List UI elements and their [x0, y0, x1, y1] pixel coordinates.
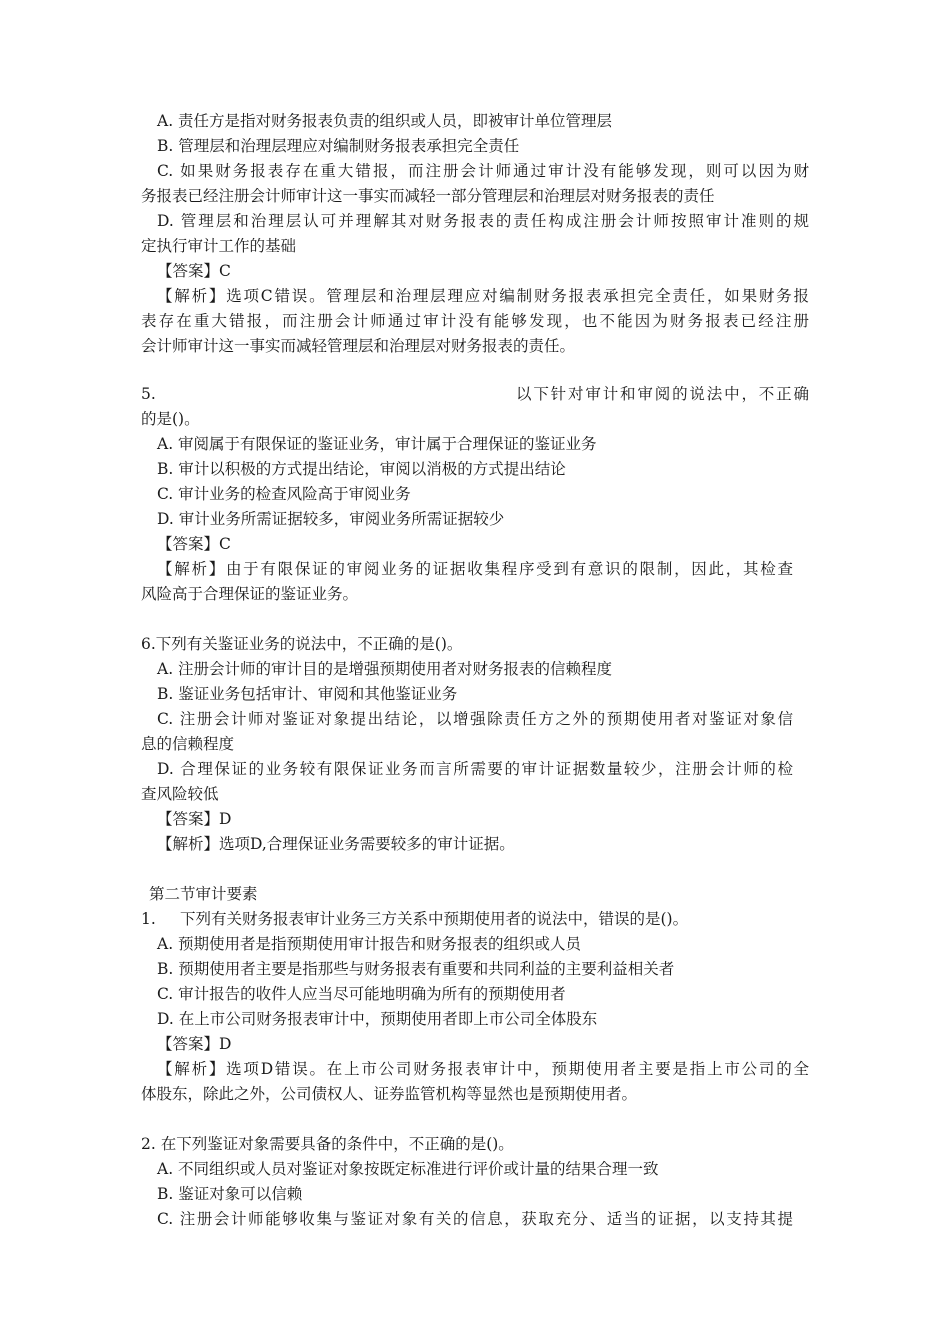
s2-q2-option-c: C. 注册会计师能够收集与鉴证对象有关的信息，获取充分、适当的证据，以支持其提 [157, 1210, 793, 1228]
q6-option-d-line1: D. 合理保证的业务较有限保证业务而言所需要的审计证据数量较少，注册会计师的检 [157, 760, 793, 778]
s2-q2-question: 2. 在下列鉴证对象需要具备的条件中，不正确的是()。 [141, 1135, 514, 1153]
s2-q1-answer: 【答案】D [157, 1035, 232, 1053]
q4-analysis-line2: 表存在重大错报，而注册会计师通过审计没有能够发现，也不能因为财务报表已经注册 [141, 312, 809, 330]
q6-option-d-line2: 查风险较低 [141, 785, 219, 803]
q5-question-line2: 的是()。 [141, 410, 200, 428]
q5-option-a: A. 审阅属于有限保证的鉴证业务，审计属于合理保证的鉴证业务 [157, 435, 597, 453]
q6-question: 6.下列有关鉴证业务的说法中，不正确的是()。 [141, 635, 463, 653]
s2-q1-option-a: A. 预期使用者是指预期使用审计报告和财务报表的组织或人员 [157, 935, 582, 953]
q4-option-b: B. 管理层和治理层理应对编制财务报表承担完全责任 [157, 137, 520, 155]
q6-option-c-line2: 息的信赖程度 [141, 735, 235, 753]
q5-option-c: C. 审计业务的检查风险高于审阅业务 [157, 485, 411, 503]
q4-option-d-line1: D. 管理层和治理层认可并理解其对财务报表的责任构成注册会计师按照审计准则的规 [157, 212, 809, 230]
q4-option-d-line2: 定执行审计工作的基础 [141, 237, 297, 255]
q4-analysis-line1: 【解析】选项C错误。管理层和治理层理应对编制财务报表承担完全责任，如果财务报 [157, 287, 809, 305]
s2-q1-number: 1. [141, 910, 156, 928]
q4-analysis-line3: 会计师审计这一事实而减轻管理层和治理层对财务报表的责任。 [141, 337, 576, 355]
q5-answer: 【答案】C [157, 535, 231, 553]
s2-q1-option-d: D. 在上市公司财务报表审计中，预期使用者即上市公司全体股东 [157, 1010, 598, 1028]
s2-q1-analysis-line2: 体股东，除此之外，公司债权人、证券监管机构等显然也是预期使用者。 [141, 1085, 638, 1103]
section-heading: 第二节审计要素 [149, 885, 258, 903]
q4-option-a: A. 责任方是指对财务报表负责的组织或人员，即被审计单位管理层 [157, 112, 613, 130]
q4-answer: 【答案】C [157, 262, 231, 280]
q5-question-line1: 以下针对审计和审阅的说法中，不正确 [516, 385, 809, 403]
q6-analysis: 【解析】选项D,合理保证业务需要较多的审计证据。 [157, 835, 515, 853]
q5-option-b: B. 审计以积极的方式提出结论，审阅以消极的方式提出结论 [157, 460, 566, 478]
q5-option-d: D. 审计业务所需证据较多，审阅业务所需证据较少 [157, 510, 505, 528]
q5-analysis-line2: 风险高于合理保证的鉴证业务。 [141, 585, 359, 603]
s2-q1-analysis-line1: 【解析】选项D错误。在上市公司财务报表审计中，预期使用者主要是指上市公司的全 [157, 1060, 809, 1078]
q6-answer: 【答案】D [157, 810, 232, 828]
q6-option-a: A. 注册会计师的审计目的是增强预期使用者对财务报表的信赖程度 [157, 660, 613, 678]
s2-q1-question: 下列有关财务报表审计业务三方关系中预期使用者的说法中，错误的是()。 [180, 910, 689, 928]
q6-option-c-line1: C. 注册会计师对鉴证对象提出结论，以增强除责任方之外的预期使用者对鉴证对象信 [157, 710, 793, 728]
q6-option-b: B. 鉴证业务包括审计、审阅和其他鉴证业务 [157, 685, 458, 703]
q4-option-c-line2: 务报表已经注册会计师审计这一事实而减轻一部分管理层和治理层对财务报表的责任 [141, 187, 715, 205]
s2-q2-option-b: B. 鉴证对象可以信赖 [157, 1185, 303, 1203]
q5-analysis-line1: 【解析】由于有限保证的审阅业务的证据收集程序受到有意识的限制，因此，其检查 [157, 560, 793, 578]
s2-q2-option-a: A. 不同组织或人员对鉴证对象按既定标准进行评价或计量的结果合理一致 [157, 1160, 659, 1178]
q5-number: 5. [141, 385, 156, 403]
s2-q1-option-c: C. 审计报告的收件人应当尽可能地明确为所有的预期使用者 [157, 985, 566, 1003]
s2-q1-option-b: B. 预期使用者主要是指那些与财务报表有重要和共同利益的主要利益相关者 [157, 960, 675, 978]
q4-option-c-line1: C. 如果财务报表存在重大错报，而注册会计师通过审计没有能够发现，则可以因为财 [157, 162, 809, 180]
